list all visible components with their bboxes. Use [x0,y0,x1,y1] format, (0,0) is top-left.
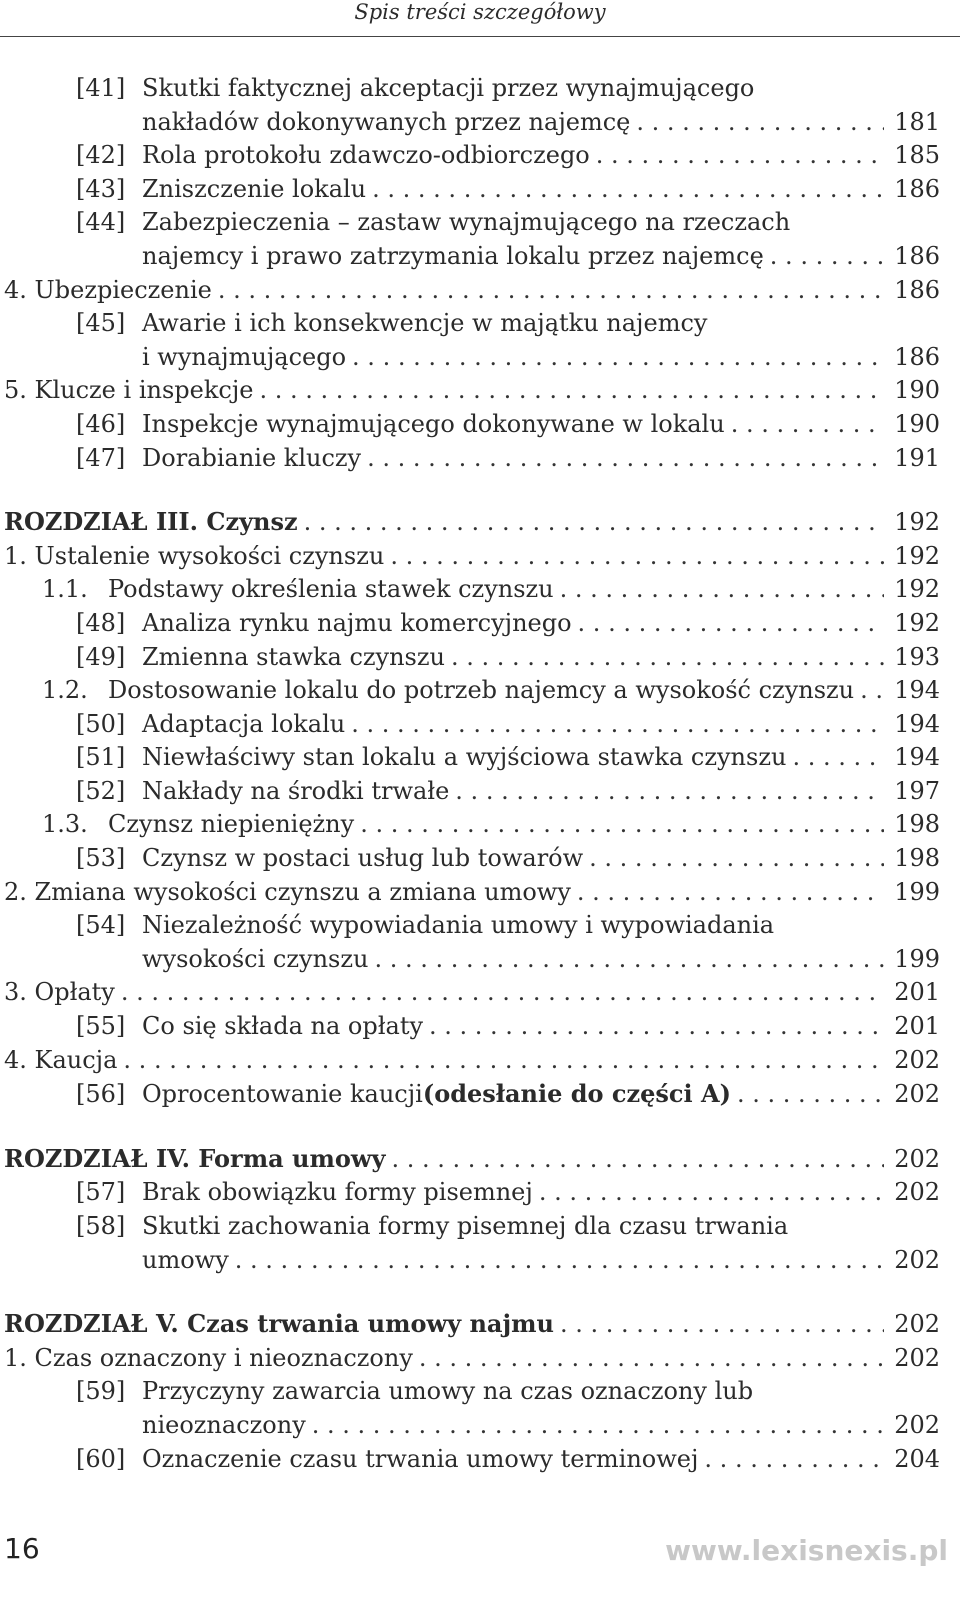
section-title: 5. Klucze i inspekcje [4,376,254,405]
toc-line [4,573,940,607]
dot-leader [304,506,885,540]
toc-line [4,1210,940,1244]
subsection-number: 1.3. [42,810,88,839]
dot-leader [860,674,884,708]
entry-title: Czynsz w postaci usług lub towarów [142,844,584,873]
dot-leader [121,976,884,1010]
toc-entry[interactable] [4,1210,940,1277]
subsection-number: 1.2. [42,676,88,705]
page-ref: 202 [894,1144,940,1173]
toc-line [4,808,940,842]
toc-line [4,1142,940,1177]
page-ref: 198 [894,844,940,873]
toc-entry[interactable] [4,540,940,574]
toc-entry[interactable] [4,842,940,876]
paragraph-number: [56] [76,1080,126,1109]
toc-line [4,1342,940,1376]
toc-entry[interactable] [4,741,940,775]
paragraph-number: [43] [76,174,126,203]
toc-entry[interactable] [4,573,940,607]
entry-title: najemcy i prawo zatrzymania lokalu przez najemcę [142,241,764,270]
paragraph-number: [42] [76,141,126,170]
dot-leader [367,442,884,476]
page-ref: 201 [894,978,940,1007]
toc-line [4,607,940,641]
page-ref: 202 [894,1045,940,1074]
dot-leader [792,741,884,775]
entry-title: Nakłady na środki trwałe [142,776,450,805]
toc-line [4,540,940,574]
dot-leader [352,341,884,375]
dot-leader [372,173,884,207]
paragraph-number: [51] [76,743,126,772]
page-ref: 199 [894,944,940,973]
dot-leader [560,1308,884,1342]
toc-line [4,1443,940,1477]
page-ref: 202 [894,1410,940,1439]
toc-entry[interactable] [4,173,940,207]
toc-line [4,374,940,408]
entry-title: umowy [142,1245,229,1274]
page-ref: 192 [894,541,940,570]
page-ref: 186 [894,174,940,203]
section-title: 2. Zmiana wysokości czynszu a zmiana umowy [4,877,571,906]
page-ref: 204 [894,1444,940,1473]
toc-line [4,1307,940,1342]
table-of-contents [4,72,940,1476]
chapter-title: ROZDZIAŁ IV. Forma umowy [4,1143,386,1173]
toc-line [4,1044,940,1078]
entry-title: Rola protokołu zdawczo-odbiorczego [142,141,590,170]
toc-entry[interactable] [4,876,940,910]
entry-title: Dorabianie kluczy [142,443,362,472]
page-ref: 192 [894,575,940,604]
toc-line [4,206,940,240]
toc-entry[interactable] [4,505,940,540]
dot-leader [360,808,884,842]
page-ref: 194 [894,676,940,705]
toc-line [4,775,940,809]
section-title: 3. Opłaty [4,978,115,1007]
paragraph-number: [47] [76,443,126,472]
section-title: 4. Ubezpieczenie [4,275,212,304]
entry-title: Co się składa na opłaty [142,1012,424,1041]
entry-note: (odesłanie do części A) [422,1079,731,1109]
toc-line [4,72,940,106]
toc-entry[interactable] [4,1142,940,1177]
entry-title: Brak obowiązku formy pisemnej [142,1178,533,1207]
entry-title: Zniszczenie lokalu [142,174,367,203]
toc-entry[interactable] [4,139,940,173]
page-ref: 199 [894,877,940,906]
chapter-gap [4,1277,940,1307]
paragraph-number: [44] [76,208,126,237]
toc-entry[interactable] [4,808,940,842]
section-title: 1. Ustalenie wysokości czynszu [4,541,385,570]
paragraph-number: [55] [76,1012,126,1041]
page-ref: 186 [894,241,940,270]
entry-title: Niezależność wypowiadania umowy i wypowiadania [142,911,775,940]
page-ref: 181 [894,107,940,136]
dot-leader [636,106,884,140]
toc-line [4,307,940,341]
toc-line [4,442,940,476]
section-title: 1. Czas oznaczony i nieoznaczony [4,1343,413,1372]
entry-title: wysokości czynszu [142,944,369,973]
toc-entry[interactable] [4,607,940,641]
dot-leader [539,1176,884,1210]
entry-title: Przyczyny zawarcia umowy na czas oznaczony lub [142,1377,754,1406]
toc-entry[interactable] [4,708,940,742]
toc-entry[interactable] [4,374,940,408]
dot-leader [731,408,885,442]
toc-entry[interactable] [4,1176,940,1210]
toc-line [4,1010,940,1044]
page-ref: 186 [894,342,940,371]
toc-line [4,943,940,977]
entry-title: Zmienna stawka czynszu [142,642,445,671]
page-ref: 194 [894,709,940,738]
dot-leader [577,876,884,910]
toc-line [4,1077,940,1112]
page-ref: 190 [894,376,940,405]
paragraph-number: [52] [76,776,126,805]
toc-line [4,173,940,207]
toc-line [4,708,940,742]
dot-leader [374,943,884,977]
toc-line [4,240,940,274]
dot-leader [123,1044,884,1078]
paragraph-number: [41] [76,74,126,102]
dot-leader [259,374,884,408]
entry-title: Oznaczenie czasu trwania umowy terminowej [142,1444,699,1473]
paragraph-number: [57] [76,1178,126,1207]
chapter-title: ROZDZIAŁ V. Czas trwania umowy najmu [4,1309,554,1339]
chapter-gap [4,475,940,505]
toc-entry[interactable] [4,206,940,273]
dot-leader [235,1244,884,1278]
toc-entry[interactable] [4,442,940,476]
toc-entry[interactable] [4,674,940,708]
toc-line [4,1176,940,1210]
subsection-title: Czynsz niepieniężny [108,810,355,839]
toc-entry[interactable] [4,1342,940,1376]
dot-leader [737,1078,884,1112]
toc-entry[interactable] [4,408,940,442]
toc-line [4,274,940,308]
paragraph-number: [49] [76,642,126,671]
toc-line [4,1375,940,1409]
toc-line [4,106,940,140]
paragraph-number: [58] [76,1212,126,1240]
toc-entry[interactable] [4,775,940,809]
page-ref: 191 [894,443,940,472]
dot-leader [455,775,884,809]
toc-entry[interactable] [4,1443,940,1477]
page-ref: 185 [894,141,940,170]
dot-leader [578,607,885,641]
toc-line [4,842,940,876]
dot-leader [451,641,884,675]
paragraph-number: [50] [76,709,126,738]
dot-leader [589,842,884,876]
paragraph-number: [54] [76,911,126,940]
toc-line [4,909,940,943]
entry-title: Inspekcje wynajmującego dokonywane w lokalu [142,409,725,438]
toc-entry[interactable] [4,909,940,976]
subsection-number: 1.1. [42,575,88,604]
toc-line [4,1244,940,1278]
toc-line [4,1409,940,1443]
dot-leader [704,1443,884,1477]
dot-leader [770,240,884,274]
entry-title: Adaptacja lokalu [142,709,346,738]
page-number: 16 [4,1532,40,1565]
subsection-title: Dostosowanie lokalu do potrzeb najemcy a wysokość czynszu [108,676,855,705]
header-title: Spis treści szczegółowy [354,0,606,24]
page-ref: 194 [894,743,940,772]
dot-leader [218,274,884,308]
page-ref: 202 [894,1343,940,1372]
dot-leader [419,1342,884,1376]
toc-line [4,641,940,675]
dot-leader [312,1409,884,1443]
dot-leader [596,139,884,173]
toc-entry[interactable] [4,1077,940,1112]
dot-leader [351,708,884,742]
paragraph-number: [60] [76,1444,126,1473]
page-ref: 202 [894,1080,940,1109]
page-ref: 201 [894,1012,940,1041]
toc-line [4,139,940,173]
toc-line [4,674,940,708]
page-ref: 197 [894,776,940,805]
toc-entry[interactable] [4,72,940,139]
paragraph-number: [46] [76,409,126,438]
entry-title: Skutki faktycznej akceptacji przez wynajmującego [142,74,755,102]
page-ref: 202 [894,1310,940,1339]
page-ref: 186 [894,275,940,304]
paragraph-number: [45] [76,309,126,338]
paragraph-number: [53] [76,844,126,873]
chapter-gap [4,1112,940,1142]
toc-line [4,341,940,375]
publisher-website: www.lexisnexis.pl [665,1534,948,1567]
dot-leader [560,573,885,607]
toc-line [4,408,940,442]
toc-entry[interactable] [4,1044,940,1078]
entry-title: nakładów dokonywanych przez najemcę [142,107,631,136]
page-ref: 193 [894,642,940,671]
toc-entry[interactable] [4,976,940,1010]
entry-title: Awarie i ich konsekwencje w majątku najemcy [142,309,708,338]
entry-title: Oprocentowanie kaucji [142,1080,423,1109]
page-ref: 190 [894,409,940,438]
entry-title: Zabezpieczenia – zastaw wynajmującego na rzeczach [142,208,791,237]
toc-line [4,505,940,540]
dot-leader [391,1143,884,1177]
dot-leader [390,540,884,574]
dot-leader [429,1010,884,1044]
toc-entry[interactable] [4,1010,940,1044]
toc-entry[interactable] [4,641,940,675]
entry-title: Analiza rynku najmu komercyjnego [142,608,572,637]
entry-title: Niewłaściwy stan lokalu a wyjściowa stawka czynszu [142,743,787,772]
paragraph-number: [59] [76,1377,126,1406]
entry-title: Skutki zachowania formy pisemnej dla czasu trwania [142,1212,789,1240]
page-ref: 202 [894,1178,940,1207]
page-ref: 202 [894,1245,940,1274]
toc-line [4,741,940,775]
chapter-title: ROZDZIAŁ III. Czynsz [4,507,298,537]
paragraph-number: [48] [76,608,126,637]
page-ref: 198 [894,810,940,839]
section-title: 4. Kaucja [4,1045,118,1074]
toc-entry[interactable] [4,1375,940,1442]
toc-line [4,876,940,910]
page-ref: 192 [894,508,940,537]
toc-entry[interactable] [4,1307,940,1342]
subsection-title: Podstawy określenia stawek czynszu [108,575,554,604]
page-ref: 192 [894,608,940,637]
entry-title: i wynajmującego [142,342,347,371]
toc-entry[interactable] [4,274,940,308]
entry-title: nieoznaczony [142,1410,306,1439]
toc-entry[interactable] [4,307,940,374]
running-header [0,0,960,37]
toc-line [4,976,940,1010]
